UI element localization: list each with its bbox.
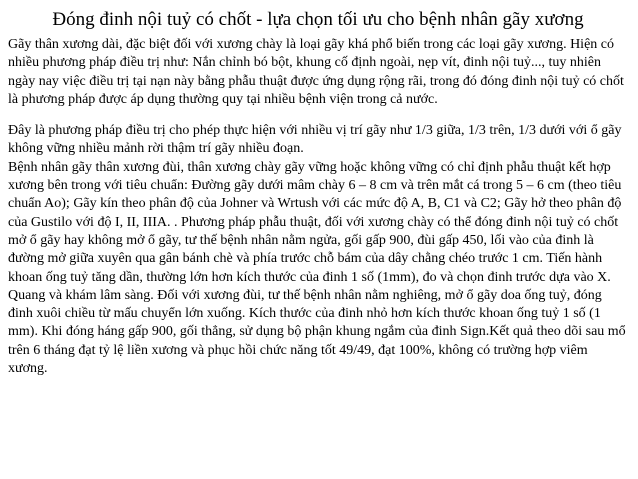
paragraph-intro: Gãy thân xương dài, đặc biệt đối với xương chày là loại gãy khá phổ biến trong các loại gãy xương. Hiện có nhiều phương pháp điều trị như: Nắn chỉnh bó bột, khung cố định ngoài, nẹp vít, đinh nội tuỷ..., tuy nhiên ngày nay việc điều trị tại nạn này bằng phẫu thuật được ứng dụng rộng rãi, trong đó đóng đinh nội tuỷ có chốt là phương pháp được áp dụng thường quy tại nhiều bệnh viện trong cả nước.: [8, 37, 624, 107]
document-title: Đóng đinh nội tuỷ có chốt - lựa chọn tối ưu cho bệnh nhân gãy xương: [52, 9, 584, 30]
paragraph-procedure: Bệnh nhân gãy thân xương đùi, thân xương chày gãy vững hoặc không vững có chỉ định phẫu thuật kết hợp xương bên trong với tiêu chuẩn: Đường gãy dưới mâm chày 6 – 8 cm và trên mắt cá trong 5 – 6 cm (theo tiêu chuẩn Ao); Gãy kín theo phân độ của Johner và Wrtush với các mức độ A, B, C1 và C2; Gãy hở theo phân độ của Gustilo với độ I, II, IIIA. . Phương pháp phẫu thuật, đối với xương chày có thể đóng đinh nội tuỷ có chốt mở ổ gãy hay không mở ổ gãy, tư thế bệnh nhân nằm ngửa, gối gấp 900, đùi gấp 450, lối vào của đinh là đường mở giữa xuyên qua gân bánh chè và phía trước chỗ bám của dây chằng chéo trước 1 cm. Tiến hành khoan ống tuỷ tăng dần, thường lớn hơn kích thước của đinh 1 số (1mm), đo và chọn đinh trước dựa vào X. Quang và khám lâm sàng. Đối với xương đùi, tư thế bệnh nhân nằm nghiêng, mở ổ gãy doa ống tuỷ, đóng đinh xuôi chiều từ mấu chuyển lớn xuống. Kích thước của đinh nhỏ hơn kích thước khoan ống tuỷ 1 số (1 mm). Khi đóng háng gấp 900, gối thẳng, sử dụng bộ phận khung ngắm của đinh Sign.Kết quả theo dõi sau mổ trên 6 tháng đạt tỷ lệ liền xương và phục hồi chức năng tốt 49/49, đạt 100%, không có trường hợp viêm xương.: [8, 159, 626, 377]
paragraph-indication: Đây là phương pháp điều trị cho phép thực hiện với nhiều vị trí gãy như 1/3 giữa, 1/3 trên, 1/3 dưới với ổ gãy không vững nhiều mảnh rời thậm trí gãy nhiều đoạn.: [8, 123, 622, 157]
